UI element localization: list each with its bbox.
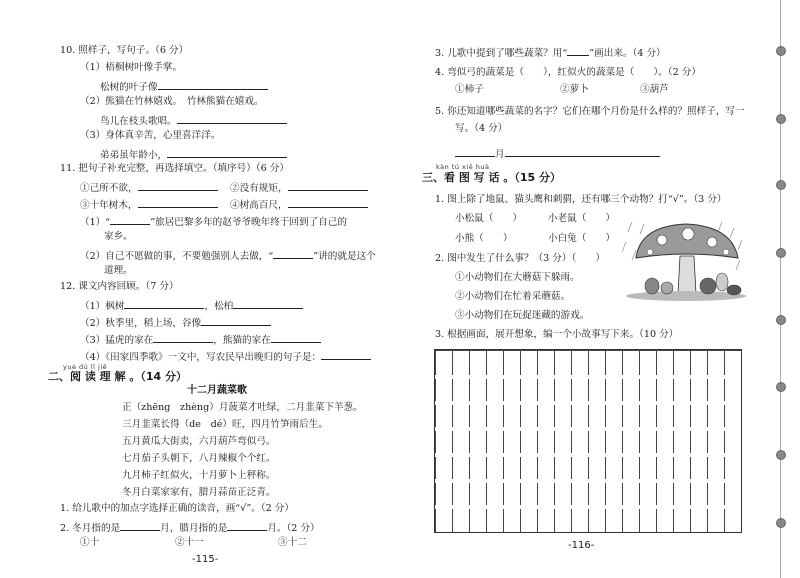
reading-q5: 5. 你还知道哪些蔬菜的名字？它们在哪个月份是什么样的？照样子，写一 xyxy=(435,106,745,117)
binding-hole-icon xyxy=(776,114,786,124)
answer-blank[interactable] xyxy=(138,180,218,191)
bear-icon xyxy=(700,278,716,294)
section-3-pinyin: kàn tú xiě huà xyxy=(436,163,490,171)
answer-blank[interactable] xyxy=(288,197,368,208)
reading-q4-option-1[interactable]: ①柿子 xyxy=(455,84,484,95)
reading-q3: 3. 儿歌中提到了哪些蔬菜？用“ ”画出来。（4 分） xyxy=(435,45,666,60)
q10-heading: 10. 照样子，写句子。（6 分） xyxy=(60,45,189,56)
mushroom-stem-icon xyxy=(678,256,696,294)
poem-line-2: 三月韭菜长得（de dé）旺，四月竹笋雨后生。 xyxy=(122,419,328,430)
q10-example: （1）梧桐树叶像手掌。 xyxy=(80,62,183,73)
poem-line-3: 五月黄瓜大街卖，六月葫芦弯似弓。 xyxy=(122,436,276,447)
poem-title: 十二月蔬菜歌 xyxy=(187,385,247,396)
answer-blank[interactable] xyxy=(233,298,303,309)
mouse-icon xyxy=(661,282,673,294)
q10-prompt-2: 鸟儿在枝头歌唱。 xyxy=(100,113,287,128)
q11-sentence-1: （1）“ ”旅居巴黎多年的赵爷爷晚年终于回到了自己的 xyxy=(80,214,347,229)
page-number: -115- xyxy=(192,554,219,565)
writing-q2-option-1[interactable]: ①小动物们在大蘑菇下躲雨。 xyxy=(455,272,580,283)
q10-prompt-3: 弟弟虽年龄小， xyxy=(100,147,287,162)
answer-blank[interactable] xyxy=(273,248,313,259)
q11-heading: 11. 把句子补充完整，再选择填空。（填序号）（6 分） xyxy=(60,163,289,174)
animal-option-rabbit[interactable]: 小白兔（ ） xyxy=(548,233,616,244)
q10-example-3: （3）身体真辛苦，心里喜洋洋。 xyxy=(80,130,221,141)
poem-line-1: 正（zhēng zhèng）月菠菜才吐绿，二月韭菜下羊葱。 xyxy=(122,402,363,413)
binding-hole-icon xyxy=(776,46,786,56)
reading-q5-cont: 写。（4 分） xyxy=(455,123,508,134)
reading-q1: 1. 给儿歌中的加点字选择正确的读音，画“√”。（2 分） xyxy=(60,503,294,514)
writing-q1: 1. 图上除了地鼠、猫头鹰和刺猬，还有哪三个动物？打“√”。（3 分） xyxy=(435,194,727,205)
section-2-pinyin: yuè dú lǐ jiě xyxy=(63,363,108,371)
reading-q2-option-2[interactable]: ②十一 xyxy=(175,537,204,548)
reading-q5-answer: 月 xyxy=(455,146,660,161)
reading-q4: 4. 弯似弓的蔬菜是（ ），红似火的蔬菜是（ ）。（2 分） xyxy=(435,67,701,78)
q11-option-3: ③十年树木， xyxy=(80,197,218,212)
binding-hole-icon xyxy=(776,382,786,392)
owl-icon xyxy=(716,273,728,291)
answer-blank[interactable] xyxy=(455,146,495,157)
binding-hole-icon xyxy=(776,180,786,190)
poem-line-6: 冬月白菜家家有，腊月蒜苗正泛青。 xyxy=(122,487,276,498)
q11-option-4: ④树高百尺， xyxy=(230,197,368,212)
answer-blank[interactable] xyxy=(153,332,213,343)
reading-q4-option-3[interactable]: ③葫芦 xyxy=(640,84,669,95)
binding-hole-icon xyxy=(776,450,786,460)
answer-blank[interactable] xyxy=(288,180,368,191)
squirrel-icon xyxy=(645,278,659,294)
writing-q2-option-2[interactable]: ②小动物们在忙着采蘑菇。 xyxy=(455,291,571,302)
answer-blank[interactable] xyxy=(271,332,321,343)
q12-item-1: （1）枫树 ，松柏 xyxy=(80,298,303,313)
writing-grid[interactable] xyxy=(434,349,742,533)
q12-item-2: （2）秋季里，稻上场，谷像 xyxy=(80,315,271,330)
answer-blank[interactable] xyxy=(158,79,268,90)
section-2-title: 二、阅 读 理 解 。（14 分） xyxy=(48,370,187,383)
section-3-title: 三、看 图 写 话 。（15 分） xyxy=(422,171,561,184)
answer-blank[interactable] xyxy=(120,520,160,531)
answer-blank[interactable] xyxy=(505,146,660,157)
answer-blank[interactable] xyxy=(124,298,204,309)
writing-q3: 3. 根据画面，展开想象，编一个小故事写下来。（10 分） xyxy=(435,329,679,340)
writing-q2-option-3[interactable]: ③小动物们在玩捉迷藏的游戏。 xyxy=(455,310,590,321)
page-number: -116- xyxy=(568,540,595,551)
q11-option-2: ②没有规矩， xyxy=(230,180,368,195)
underline-sample xyxy=(567,45,589,56)
q12-item-4: （4）《田家四季歌》一文中，写农民早出晚归的句子是： xyxy=(80,349,371,364)
poem-line-4: 七月茄子头朝下，八月辣椒个个红。 xyxy=(122,453,276,464)
binding-line xyxy=(780,0,781,578)
reading-q2-option-3[interactable]: ③十二 xyxy=(278,537,307,548)
q11-option-1: ①己所不欲， xyxy=(80,180,218,195)
hedgehog-icon xyxy=(727,285,741,295)
q12-item-3: （3）猛虎的家在 ，熊猫的家在 xyxy=(80,332,321,347)
q12-heading: 12. 课文内容回顾。（7 分） xyxy=(60,281,179,292)
answer-blank[interactable] xyxy=(227,520,267,531)
writing-q2: 2. 图中发生了什么事？（3 分）（ ） xyxy=(435,253,606,264)
q11-sentence-2-end: 道理。 xyxy=(104,265,133,276)
answer-blank[interactable] xyxy=(110,214,150,225)
binding-hole-icon xyxy=(776,248,786,258)
q10-example-2: （2）熊猫在竹林嬉戏。 竹林熊猫在嬉戏。 xyxy=(80,96,264,107)
q10-prompt-1: 松树的叶子像 xyxy=(100,79,268,94)
answer-blank[interactable] xyxy=(177,113,287,124)
reading-q4-option-2[interactable]: ②萝卜 xyxy=(560,84,589,95)
q11-sentence-2: （2）自己不愿做的事，不要勉强别人去做，“ ”讲的就是这个 xyxy=(80,248,376,263)
animal-option-bear[interactable]: 小熊（ ） xyxy=(455,233,513,244)
animal-option-mouse[interactable]: 小老鼠（ ） xyxy=(548,213,616,224)
answer-blank[interactable] xyxy=(201,315,271,326)
q11-sentence-1-end: 家乡。 xyxy=(104,231,133,242)
mushroom-rain-illustration xyxy=(622,220,750,302)
poem-line-5: 九月柿子红似火，十月萝卜上秤称。 xyxy=(122,470,276,481)
reading-q2: 2. 冬月指的是 月，腊月指的是 月。（2 分） xyxy=(60,520,320,535)
answer-blank[interactable] xyxy=(321,349,371,360)
answer-blank[interactable] xyxy=(167,147,287,158)
binding-hole-icon xyxy=(776,315,786,325)
answer-blank[interactable] xyxy=(138,197,218,208)
animal-option-squirrel[interactable]: 小松鼠（ ） xyxy=(455,213,523,224)
binding-hole-icon xyxy=(776,518,786,528)
reading-q2-option-1[interactable]: ①十 xyxy=(80,537,100,548)
